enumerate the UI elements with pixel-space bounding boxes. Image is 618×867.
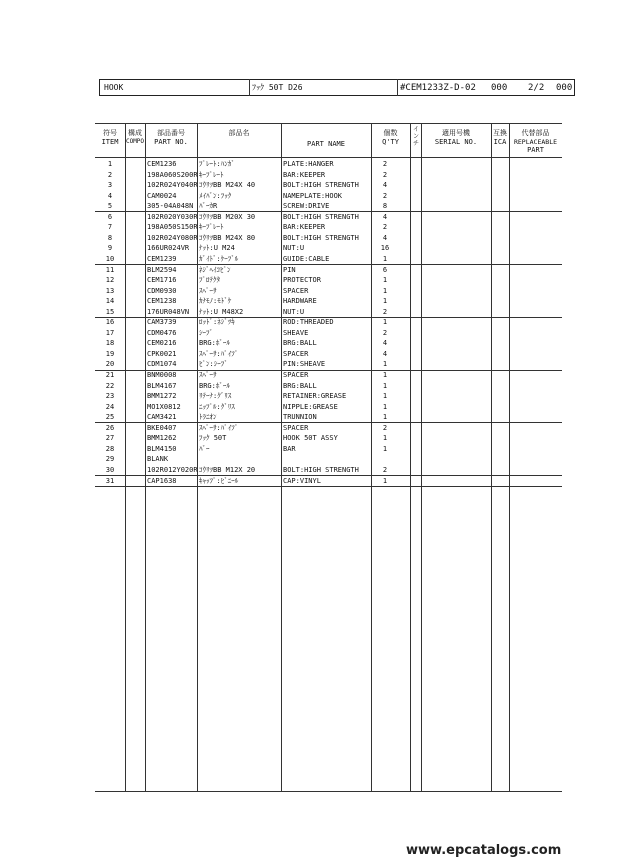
cell-en: BRG:BALL	[283, 339, 317, 348]
cell-qty: 1	[382, 286, 388, 295]
cell-qty: 1	[382, 476, 388, 485]
cell-part-no: BLM4150	[147, 444, 177, 453]
cell-en: HARDWARE	[283, 297, 317, 306]
cell-part-no: CEM1239	[147, 254, 177, 263]
cell-part-no: 102R024Y040R	[147, 181, 198, 190]
cell-qty: 1	[382, 360, 388, 369]
cell-item: 14	[105, 297, 115, 306]
cell-jp: ﾛｯﾄﾞ:ﾈｼﾞﾂｷ	[199, 318, 235, 327]
cell-item: 7	[107, 223, 113, 232]
document-number: #CEM1233Z-D-02	[400, 83, 476, 93]
cell-item: 19	[105, 349, 115, 358]
col-header-repl-jp: 代替部品	[521, 129, 550, 137]
cell-jp: ﾊﾞｰ	[199, 444, 210, 453]
cell-part-no: CAP1638	[147, 476, 177, 485]
cell-en: BAR:KEEPER	[283, 170, 326, 179]
col-header-qty-jp: 個数	[383, 129, 398, 137]
header-divider-1	[249, 79, 250, 96]
cell-item: 12	[105, 276, 115, 285]
cell-item: 1	[107, 160, 113, 168]
cell-item: 18	[105, 339, 115, 348]
cell-part-no: CDM0476	[147, 328, 177, 337]
col-header-serial-en: SERIAL NO.	[434, 138, 478, 146]
cell-qty: 2	[382, 465, 388, 474]
col-rule-partno	[145, 123, 146, 791]
cell-item: 17	[105, 328, 115, 337]
cell-en: BAR:KEEPER	[283, 223, 326, 232]
cell-jp: ﾆｯﾌﾟﾙ:ｸﾞﾘｽ	[199, 402, 235, 411]
cell-part-no: MO1X0812	[147, 402, 181, 411]
cell-item: 10	[105, 254, 115, 263]
cell-item: 28	[105, 444, 115, 453]
cell-qty: 1	[382, 434, 388, 443]
cell-qty: 2	[382, 223, 388, 232]
cell-part-no: CDM0930	[147, 286, 177, 295]
cell-item: 9	[107, 244, 113, 253]
cell-en: NUT:U	[283, 244, 305, 253]
cell-jp: BRG:ﾎﾞｰﾙ	[199, 339, 230, 348]
cell-item: 5	[107, 202, 113, 211]
cell-jp: ﾈｼﾞﾍｲｺﾋﾟﾝ	[199, 265, 231, 274]
cell-jp: ﾅｯﾄ:U M48X2	[199, 307, 244, 316]
cell-item: 29	[105, 455, 115, 464]
cell-jp: ｽﾍﾟｰｻ	[199, 286, 217, 295]
cell-part-no: CEM0216	[147, 339, 177, 348]
cell-jp: BRG:ﾎﾞｰﾙ	[199, 381, 230, 390]
col-rule-compo	[125, 123, 126, 791]
col-rule-repl	[509, 123, 510, 791]
cell-jp: ﾄﾗﾆｵﾝ	[199, 413, 217, 422]
assembly-jp-name: ﾌｯｸ 50T D26	[252, 83, 303, 92]
cell-en: SHEAVE	[283, 328, 309, 337]
cell-item: 8	[107, 233, 113, 242]
cell-part-no: CEM1238	[147, 297, 177, 306]
cell-part-no: BMM1272	[147, 392, 177, 401]
assembly-name: HOOK	[104, 83, 124, 92]
cell-en: HOOK 50T ASSY	[283, 434, 338, 443]
cell-part-no: 198A050S150R	[147, 223, 198, 232]
cell-qty: 1	[382, 254, 388, 263]
cell-item: 21	[105, 371, 115, 379]
cell-jp: ﾊﾞｰｶR	[199, 202, 218, 211]
col-header-name-jp: 部品名	[228, 129, 250, 137]
cell-part-no: BNM0008	[147, 371, 177, 379]
cell-part-no: BLM4167	[147, 381, 177, 390]
cell-part-no: BLM2594	[147, 265, 177, 274]
cell-qty: 1	[382, 402, 388, 411]
cell-en: BOLT:HIGH STRENGTH	[283, 233, 359, 242]
col-header-compo-en: COMPO	[125, 138, 145, 145]
cell-item: 22	[105, 381, 115, 390]
col-header-repl-en2: PART	[527, 146, 544, 154]
col-header-ica-en: ICA	[493, 138, 507, 146]
cell-item: 23	[105, 392, 115, 401]
col-header-inch: インチ	[412, 126, 419, 147]
col-header-serial-jp: 適用号機	[442, 129, 470, 137]
cell-qty: 4	[382, 212, 388, 221]
cell-part-no: 102R020Y030R	[147, 212, 198, 221]
cell-jp: ﾘﾃｰﾅ:ｸﾞﾘｽ	[199, 392, 232, 401]
col-header-name-en: PART NAME	[307, 140, 345, 148]
cell-en: CAP:VINYL	[283, 476, 321, 485]
cell-qty: 4	[382, 339, 388, 348]
cell-en: PIN	[283, 265, 296, 274]
cell-en: NUT:U	[283, 307, 305, 316]
cell-en: BRG:BALL	[283, 381, 317, 390]
cell-item: 4	[107, 191, 113, 200]
cell-jp: ｼｰﾌﾞ	[199, 328, 213, 337]
cell-jp: ﾋﾟﾝ:ｼｰﾌﾞ	[199, 360, 228, 369]
cell-item: 16	[105, 318, 115, 327]
cell-en: BOLT:HIGH STRENGTH	[283, 465, 359, 474]
cell-part-no: 176UR048VN	[147, 307, 190, 316]
cell-item: 15	[105, 307, 115, 316]
cell-qty: 2	[382, 307, 388, 316]
cell-item: 3	[107, 181, 113, 190]
cell-part-no: CAM3421	[147, 413, 177, 422]
cell-en: SPACER	[283, 349, 309, 358]
col-header-partno-en: PART NO.	[154, 138, 188, 146]
header-divider-2	[397, 79, 398, 96]
cell-en: SPACER	[283, 371, 309, 379]
cell-en: BOLT:HIGH STRENGTH	[283, 181, 359, 190]
cell-part-no: 305-04A048N	[147, 202, 194, 211]
cell-part-no: CDM1074	[147, 360, 177, 369]
cell-qty: 1	[382, 444, 388, 453]
cell-qty: 1	[382, 381, 388, 390]
cell-qty: 2	[382, 160, 388, 168]
cell-jp: ﾌｯｸ 50T	[199, 434, 227, 443]
cell-part-no: CEM1236	[147, 160, 177, 168]
col-rule-serial	[421, 123, 422, 791]
page-number: 2/2	[528, 83, 545, 93]
cell-jp: ｺｳﾘﾂBB M20X 30	[199, 212, 256, 221]
cell-en: SPACER	[283, 286, 309, 295]
cell-qty: 1	[382, 276, 388, 285]
watermark-text: www.epcatalogs.com	[406, 843, 562, 858]
cell-jp: ﾌﾟﾛﾃｸﾀ	[199, 276, 220, 285]
cell-qty: 8	[382, 202, 388, 211]
cell-item: 26	[105, 423, 115, 432]
cell-part-no: 166UR024VR	[147, 244, 190, 253]
col-header-ica-jp: 互換	[493, 129, 507, 137]
col-header-compo-jp: 構成	[128, 129, 142, 137]
cell-item: 31	[105, 476, 115, 485]
cell-en: PROTECTOR	[283, 276, 321, 285]
cell-en: RETAINER:GREASE	[283, 392, 347, 401]
cell-jp: ｷｬｯﾌﾟ:ﾋﾞﾆｰﾙ	[199, 476, 239, 485]
cell-qty: 2	[382, 170, 388, 179]
cell-qty: 6	[382, 265, 388, 274]
cell-jp: ﾒｲﾊﾞﾝ:ﾌｯｸ	[199, 191, 232, 200]
cell-item: 2	[107, 170, 113, 179]
cell-en: PIN:SHEAVE	[283, 360, 326, 369]
cell-item: 6	[107, 212, 113, 221]
cell-part-no: BMM1262	[147, 434, 177, 443]
cell-qty: 16	[380, 244, 390, 253]
cell-part-no: CPK0021	[147, 349, 177, 358]
cell-en: GUIDE:CABLE	[283, 254, 330, 263]
cell-jp: ﾅｯﾄ:U M24	[199, 244, 235, 253]
cell-item: 20	[105, 360, 115, 369]
col-header-partno-jp: 部品番号	[157, 129, 185, 137]
cell-part-no: 102R012Y020R	[147, 465, 198, 474]
col-rule-enname	[281, 123, 282, 791]
col-rule-ica	[491, 123, 492, 791]
cell-part-no: CEM1716	[147, 276, 177, 285]
cell-item: 24	[105, 402, 115, 411]
cell-part-no: 198A060S200R	[147, 170, 198, 179]
cell-jp: ｺｳﾘﾂBB M24X 80	[199, 233, 256, 242]
cell-jp: ｶﾞｲﾄﾞ:ｹｰﾌﾞﾙ	[199, 254, 239, 263]
cell-jp: ｺｳﾘﾂBB M24X 40	[199, 181, 256, 190]
col-header-item-en: ITEM	[101, 138, 119, 146]
cell-qty: 4	[382, 349, 388, 358]
cell-qty: 1	[382, 392, 388, 401]
cell-part-no: CAM3739	[147, 318, 177, 327]
cell-jp: ﾌﾟﾚｰﾄ:ﾊﾝｶﾞ	[199, 160, 235, 168]
cell-qty: 2	[382, 191, 388, 200]
cell-qty: 2	[382, 423, 388, 432]
cell-en: SCREW:DRIVE	[283, 202, 330, 211]
cell-qty: 1	[382, 318, 388, 327]
cell-en: NAMEPLATE:HOOK	[283, 191, 343, 200]
cell-part-no: BLANK	[147, 455, 169, 464]
col-rule-inch	[410, 123, 411, 791]
cell-qty: 1	[382, 413, 388, 422]
cell-en: SPACER	[283, 423, 309, 432]
table-bottom-rule	[95, 791, 562, 792]
cell-en: BAR	[283, 444, 296, 453]
col-header-item-jp: 符号	[103, 129, 117, 137]
cell-item: 25	[105, 413, 115, 422]
cell-en: NIPPLE:GREASE	[283, 402, 338, 411]
cell-en: TRUNNION	[283, 413, 317, 422]
document-code: 000	[491, 83, 508, 93]
header-trailing-code: 000	[556, 83, 573, 93]
cell-qty: 1	[382, 371, 388, 379]
cell-item: 11	[105, 265, 115, 274]
cell-part-no: BKE0407	[147, 423, 177, 432]
cell-jp: ｽﾍﾟｰｻ:ﾊﾟｲﾌﾟ	[199, 423, 239, 432]
cell-part-no: CAM0024	[147, 191, 177, 200]
cell-item: 30	[105, 465, 115, 474]
cell-item: 13	[105, 286, 115, 295]
col-header-qty-en: Q'TY	[382, 138, 399, 146]
cell-qty: 1	[382, 297, 388, 306]
cell-part-no: 102R024Y080R	[147, 233, 198, 242]
group-separator	[95, 486, 562, 487]
cell-jp: ｷｰﾌﾟﾚｰﾄ	[199, 223, 224, 232]
cell-en: BOLT:HIGH STRENGTH	[283, 212, 359, 221]
cell-item: 27	[105, 434, 115, 443]
cell-jp: ｶﾅﾓﾉ:ﾓﾄﾞｹ	[199, 297, 232, 306]
cell-jp: ｷｰﾌﾟﾚｰﾄ	[199, 170, 224, 179]
cell-qty: 4	[382, 233, 388, 242]
cell-en: PLATE:HANGER	[283, 160, 334, 168]
col-header-repl-en1: REPLACEABLE	[513, 138, 558, 146]
cell-qty: 2	[382, 328, 388, 337]
cell-qty: 4	[382, 181, 388, 190]
cell-en: ROD:THREADED	[283, 318, 334, 327]
cell-jp: ｽﾍﾟｰｻ	[199, 371, 217, 379]
cell-jp: ｺｳﾘﾂBB M12X 20	[199, 465, 256, 474]
cell-jp: ｽﾍﾟｰｻ:ﾊﾟｲﾌﾟ	[199, 349, 239, 358]
